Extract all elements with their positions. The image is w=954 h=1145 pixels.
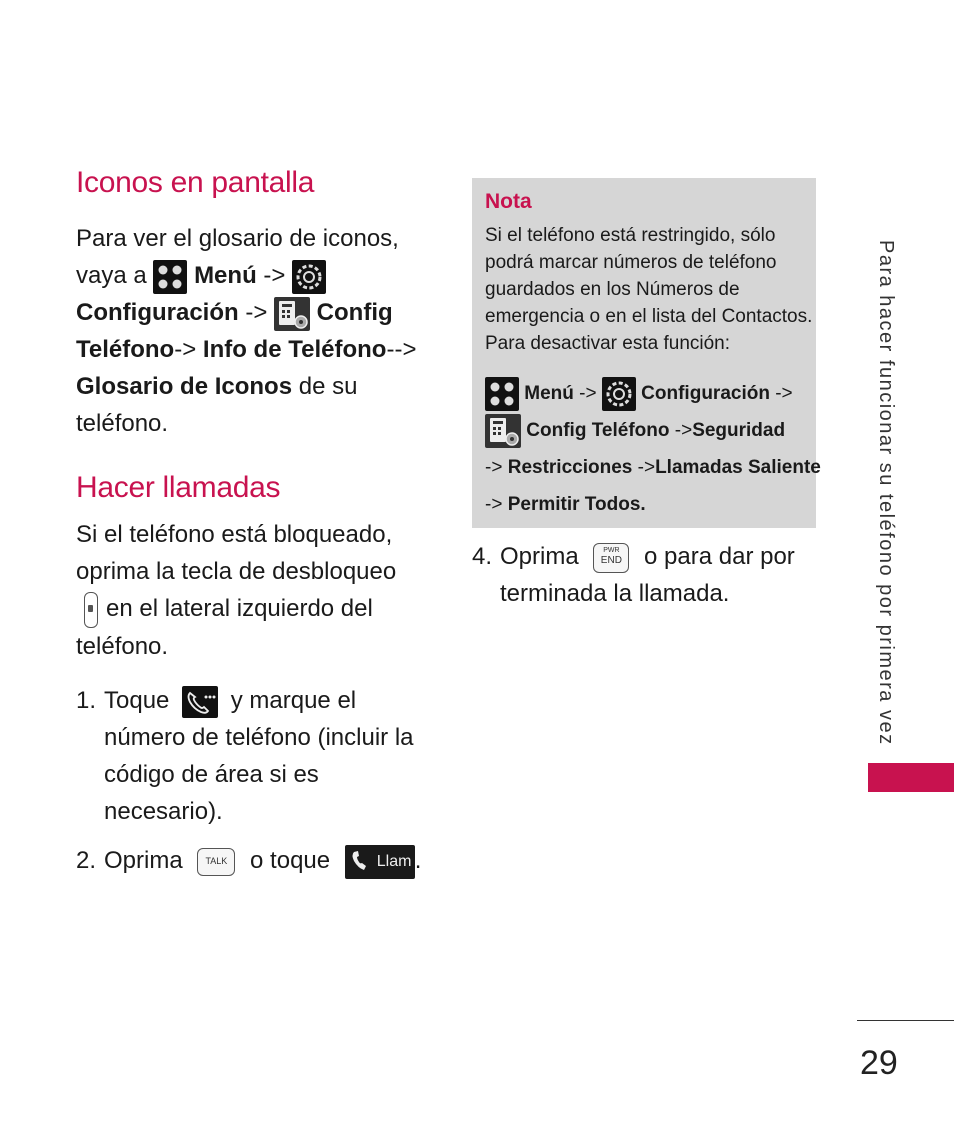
step-2: 2. Oprima TALK o toque Llam .: [76, 842, 456, 879]
talk-key-icon: TALK: [197, 848, 235, 876]
pwr-end-key-icon: PWR END: [593, 543, 629, 573]
heading-llamadas: Hacer llamadas: [76, 471, 281, 504]
llamadas-paragraph: Si el teléfono está bloqueado, oprima la tecla de desbloqueo en el lateral izquierdo del teléfono.: [76, 516, 436, 665]
gear-icon: [602, 377, 636, 411]
gear-icon: [292, 260, 326, 294]
page-number: 29: [860, 1044, 898, 1082]
footer-rule: [857, 1020, 954, 1021]
note-title: Nota: [485, 190, 532, 213]
phone-dial-icon: [182, 686, 218, 718]
line: Configuración -> Config: [76, 294, 436, 331]
line: Menú -> Configuración ->: [485, 375, 819, 412]
note-path: [485, 375, 819, 523]
phone-settings-icon: [274, 297, 310, 331]
line: Teléfono-> Info de Teléfono-->: [76, 336, 417, 363]
note-box: [472, 178, 821, 528]
line: 1. Toque y marque el: [76, 682, 436, 719]
line: en el lateral izquierdo del: [76, 590, 436, 628]
menu-icon: [153, 260, 187, 294]
line: vaya a Menú ->: [76, 257, 436, 294]
line: 4. Oprima PWR END o para dar por: [472, 538, 822, 575]
unlock-key-icon: [84, 592, 98, 628]
menu-icon: [485, 377, 519, 411]
iconos-paragraph: [76, 220, 436, 442]
line: Config Teléfono ->Seguridad: [485, 412, 819, 449]
section-iconos: [76, 166, 436, 200]
heading-iconos: Iconos en pantalla: [76, 166, 315, 199]
section-llamadas: [76, 471, 436, 505]
call-softkey-icon: Llam: [345, 845, 415, 879]
line: teléfono.: [76, 410, 169, 437]
line: -> Restricciones ->Llamadas Saliente: [485, 457, 821, 478]
phone-settings-icon: [485, 414, 521, 448]
line: Para ver el glosario de iconos,: [76, 225, 399, 252]
side-section-title: Para hacer funcionar su teléfono por primera vez: [875, 240, 897, 746]
line: Glosario de Iconos de su: [76, 373, 358, 400]
note-body: Si el teléfono está restringido, sólo podrá marcar números de teléfono guardados en los Números de emergencia o en el lista del Contactos. Para desactivar esta función:: [485, 225, 813, 354]
step-4: 4. Oprima PWR END o para dar por terminada la llamada.: [472, 538, 822, 612]
section-tab-marker: [868, 763, 954, 792]
line: -> Permitir Todos.: [485, 494, 646, 515]
step-1: 1. Toque y marque el número de teléfono (incluir la código de área si es necesario).: [76, 682, 436, 830]
